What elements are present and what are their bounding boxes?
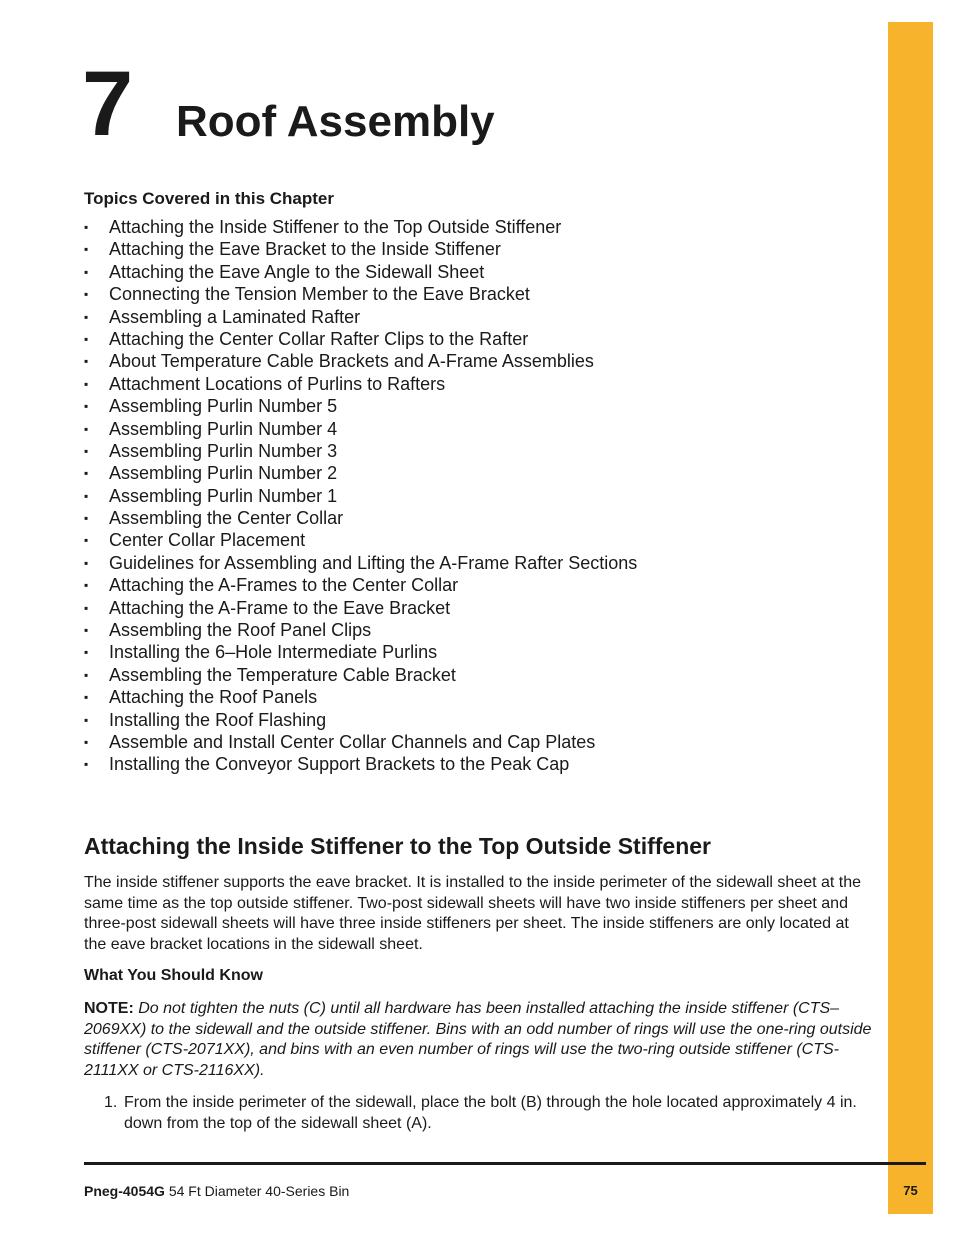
topic-item: ▪ Attaching the A-Frame to the Eave Bracket xyxy=(84,597,637,619)
topic-item: ▪ Assembling Purlin Number 4 xyxy=(84,418,637,440)
topic-item: ▪ Installing the 6–Hole Intermediate Purlins xyxy=(84,641,637,663)
footer-document-info xyxy=(84,1183,349,1199)
section-intro-paragraph: The inside stiffener supports the eave bracket. It is installed to the inside perimeter of the sidewall sheet at the same time as the top outside stiffener. Two-post sidewall sheets will have two inside stiffeners per sheet and three-post sidewall sheets will have three inside stiffeners per sheet. The inside stiffeners are only located at the eave bracket locations in the sidewall sheet. xyxy=(84,874,862,953)
topics-list xyxy=(84,216,637,776)
what-you-should-know-heading: What You Should Know xyxy=(84,967,263,984)
note-label: NOTE: xyxy=(84,1000,134,1017)
step-item xyxy=(104,1093,874,1134)
topic-item: ▪ Assembling Purlin Number 5 xyxy=(84,395,637,417)
topic-item: ▪ Assembling the Roof Panel Clips xyxy=(84,619,637,641)
chapter-side-tab xyxy=(888,22,933,1214)
step-number: 1. xyxy=(104,1094,118,1111)
topic-item: ▪ Assembling a Laminated Rafter xyxy=(84,306,637,328)
topics-heading: Topics Covered in this Chapter xyxy=(84,189,335,208)
topic-item: ▪ Attaching the Center Collar Rafter Clips to the Rafter xyxy=(84,328,637,350)
topic-item: ▪ Installing the Roof Flashing xyxy=(84,709,637,731)
chapter-number: 7 xyxy=(82,53,132,155)
note-block xyxy=(84,999,876,1081)
footer-rule xyxy=(84,1162,926,1165)
topic-item: ▪ Assembling Purlin Number 3 xyxy=(84,440,637,462)
topic-item: ▪ Assembling Purlin Number 2 xyxy=(84,462,637,484)
footer-doc-id: Pneg-4054G xyxy=(84,1183,165,1199)
topic-item: ▪ About Temperature Cable Brackets and A-Frame Assemblies xyxy=(84,350,637,372)
topic-item: ▪ Assembling the Temperature Cable Bracket xyxy=(84,664,637,686)
topic-item: ▪ Attaching the Eave Bracket to the Inside Stiffener xyxy=(84,238,637,260)
topic-item: ▪ Connecting the Tension Member to the Eave Bracket xyxy=(84,283,637,305)
topic-item: ▪ Center Collar Placement xyxy=(84,529,637,551)
chapter-title: Roof Assembly xyxy=(176,97,495,146)
topic-item: ▪ Assembling the Center Collar xyxy=(84,507,637,529)
topic-item: ▪ Assembling Purlin Number 1 xyxy=(84,485,637,507)
topic-item: ▪ Attaching the Roof Panels xyxy=(84,686,637,708)
topic-item: ▪ Attaching the Inside Stiffener to the Top Outside Stiffener xyxy=(84,216,637,238)
note-text: Do not tighten the nuts (C) until all hardware has been installed attaching the inside stiffener (CTS–2069XX) to the sidewall and the outside stiffener. Bins with an odd number of rings will use the one-ring outside stiffener (CTS-2071XX), and bins with an even number of rings will use the two-ring outside stiffener (CTS-2111XX or CTS-2116XX). xyxy=(84,1000,872,1079)
topic-item: ▪ Assemble and Install Center Collar Channels and Cap Plates xyxy=(84,731,637,753)
page-number: 75 xyxy=(903,1183,918,1198)
section-heading: Attaching the Inside Stiffener to the Top Outside Stiffener xyxy=(84,833,711,859)
step-text: From the inside perimeter of the sidewall, place the bolt (B) through the hole located approximately 4 in. down from the top of the sidewall sheet (A). xyxy=(124,1094,857,1132)
topic-item: ▪ Guidelines for Assembling and Lifting the A-Frame Rafter Sections xyxy=(84,552,637,574)
topic-item: ▪ Attaching the Eave Angle to the Sidewall Sheet xyxy=(84,261,637,283)
topic-item: ▪ Attachment Locations of Purlins to Rafters xyxy=(84,373,637,395)
topic-item: ▪ Installing the Conveyor Support Brackets to the Peak Cap xyxy=(84,753,637,775)
topic-item: ▪ Attaching the A-Frames to the Center Collar xyxy=(84,574,637,596)
footer-doc-title: 54 Ft Diameter 40-Series Bin xyxy=(168,1183,350,1199)
